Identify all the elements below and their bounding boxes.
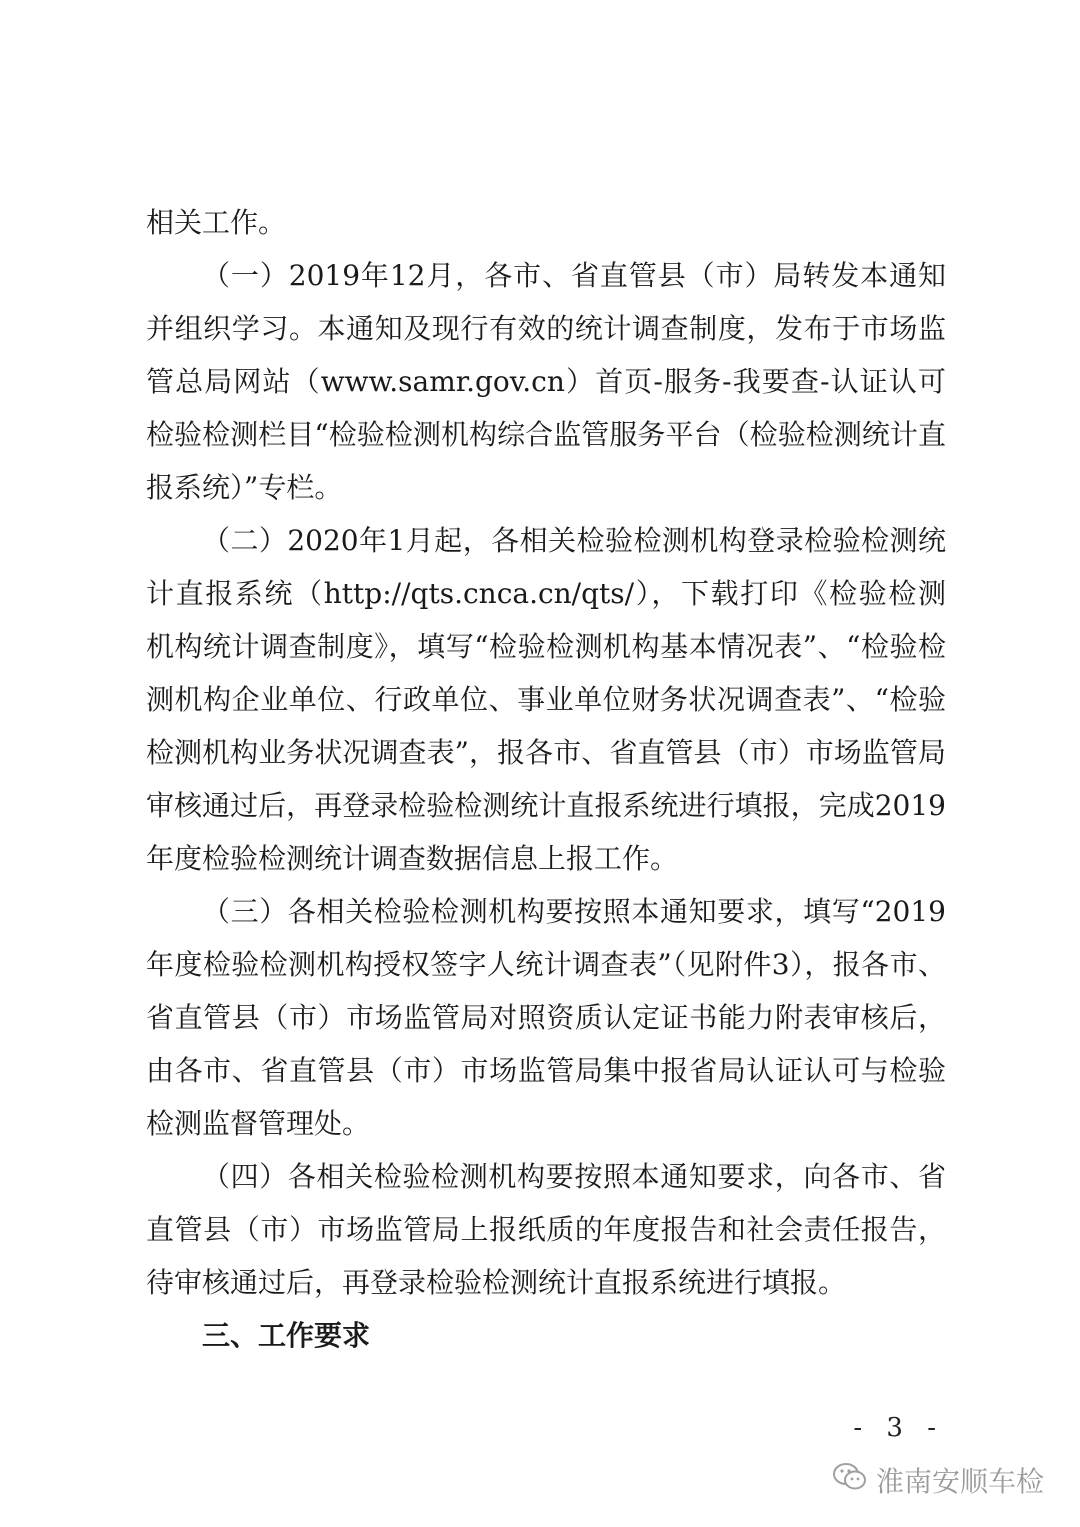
paragraph-item-1: （一）2019年12月，各市、省直管县（市）局转发本通知并组织学习。本通知及现行有效的统计调查制度，发布于市场监管总局网站（www.samr.gov.cn）首页-服务-我要查-认证认可检验检测栏目“检验检测机构综合监管服务平台（检验检测统计直报系统）”专栏。 bbox=[146, 259, 946, 504]
paragraph-continuation: 相关工作。 bbox=[146, 206, 287, 239]
paragraph-item-2: （二）2020年1月起，各相关检验检测机构登录检验检测统计直报系统（http://qts.cnca.cn/qts/），下载打印《检验检测机构统计调查制度》，填写“检验检测机构基本情况表”、“检验检测机构企业单位、行政单位、事业单位财务状况调查表”、“检验检测机构业务状况调查表”，报各市、省直管县（市）市场监管局审核通过后，再登录检验检测统计直报系统进行填报，完成2019年度检验检测统计调查数据信息上报工作。 bbox=[146, 524, 946, 875]
paragraph-item-3: （三）各相关检验检测机构要按照本通知要求，填写“2019年度检验检测机构授权签字人统计调查表”（见附件3），报各市、省直管县（市）市场监管局对照资质认定证书能力附表审核后，由各市、省直管县（市）市场监管局集中报省局认证认可与检验检测监督管理处。 bbox=[146, 895, 946, 1140]
paragraph-item-4: （四）各相关检验检测机构要按照本通知要求，向各市、省直管县（市）市场监管局上报纸质的年度报告和社会责任报告，待审核通过后，再登录检验检测统计直报系统进行填报。 bbox=[146, 1160, 946, 1299]
watermark-text: 淮南安顺车检 bbox=[875, 1465, 1044, 1498]
section-heading: 三、工作要求 bbox=[202, 1319, 371, 1352]
watermark bbox=[832, 1460, 1044, 1500]
document-body bbox=[146, 196, 946, 1362]
page-number: - 3 - bbox=[853, 1413, 944, 1443]
wechat-icon bbox=[832, 1461, 868, 1500]
